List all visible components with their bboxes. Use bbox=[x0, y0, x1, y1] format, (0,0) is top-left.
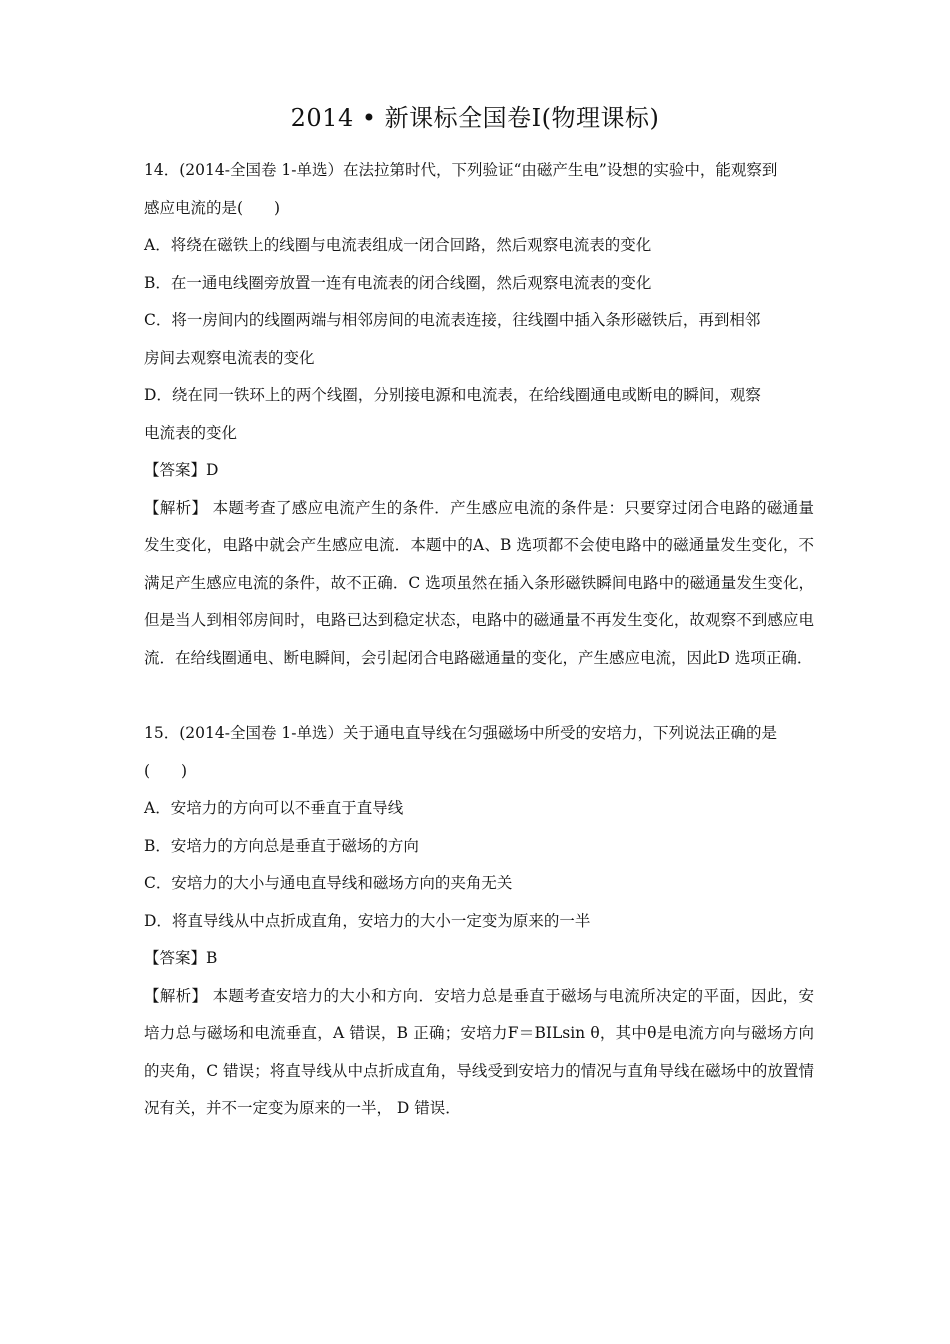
question-stem: 感应电流的是( ) bbox=[144, 198, 281, 217]
document-body bbox=[144, 152, 814, 1128]
option-c: C．安培力的大小与通电直导线和磁场方向的夹角无关 bbox=[144, 874, 513, 892]
analysis: 【解析】 本题考查安培力的大小和方向．安培力总是垂直于磁场与电流所决定的平面，因此，安培力总与磁场和电流垂直，A 错误，B 正确；安培力F＝BILsin θ，其中θ是电流方向与磁场方向的夹角，C 错误；将直导线从中点折成直角，导线受到安培力的情况与直角导线在磁场中的放置情况有关，并不一定变为原来的一半， D 错误． bbox=[144, 986, 814, 1117]
option-d: D．将直导线从中点折成直角，安培力的大小一定变为原来的一半 bbox=[144, 911, 591, 930]
option-b: B．安培力的方向总是垂直于磁场的方向 bbox=[144, 836, 419, 855]
analysis: 【解析】 本题考查了感应电流产生的条件．产生感应电流的条件是：只要穿过闭合电路的磁通量发生变化，电路中就会产生感应电流．本题中的A、B 选项都不会使电路中的磁通量发生变化，不满足产生感应电流的条件，故不正确．C 选项虽然在插入条形磁铁瞬间电路中的磁通量发生变化，但是当人到相邻房间时，电路已达到稳定状态，电路中的磁通量不再发生变化，故观察不到感应电流．在给线圈通电、断电瞬间，会引起闭合电路磁通量的变化，产生感应电流，因此D 选项正确． bbox=[144, 498, 814, 667]
option-a: A．将绕在磁铁上的线圈与电流表组成一闭合回路，然后观察电流表的变化 bbox=[144, 236, 652, 254]
option-d: 电流表的变化 bbox=[144, 423, 238, 442]
question-15 bbox=[144, 715, 814, 1128]
option-c: C．将一房间内的线圈两端与相邻房间的电流表连接，往线圈中插入条形磁铁后，再到相邻 bbox=[144, 311, 761, 329]
option-b: B．在一通电线圈旁放置一连有电流表的闭合线圈，然后观察电流表的变化 bbox=[144, 273, 652, 292]
option-d: D．绕在同一铁环上的两个线圈，分别接电源和电流表，在给线圈通电或断电的瞬间，观察 bbox=[144, 386, 761, 404]
question-14 bbox=[144, 152, 814, 677]
question-stem: 15．(2014-全国卷 1-单选）关于通电直导线在匀强磁场中所受的安培力，下列说法正确的是 bbox=[144, 724, 777, 742]
question-stem: 14．(2014-全国卷 1-单选）在法拉第时代，下列验证“由磁产生电”设想的实验中，能观察到 bbox=[144, 161, 778, 179]
option-a: A．安培力的方向可以不垂直于直导线 bbox=[144, 799, 404, 817]
answer: 【答案】D bbox=[144, 461, 219, 479]
page-title: 2014 • 新课标全国卷Ⅰ(物理课标) bbox=[290, 104, 660, 132]
option-c: 房间去观察电流表的变化 bbox=[144, 348, 315, 367]
answer: 【答案】B bbox=[144, 949, 218, 967]
question-stem: ( ) bbox=[144, 761, 188, 780]
question-spacer bbox=[144, 677, 814, 715]
